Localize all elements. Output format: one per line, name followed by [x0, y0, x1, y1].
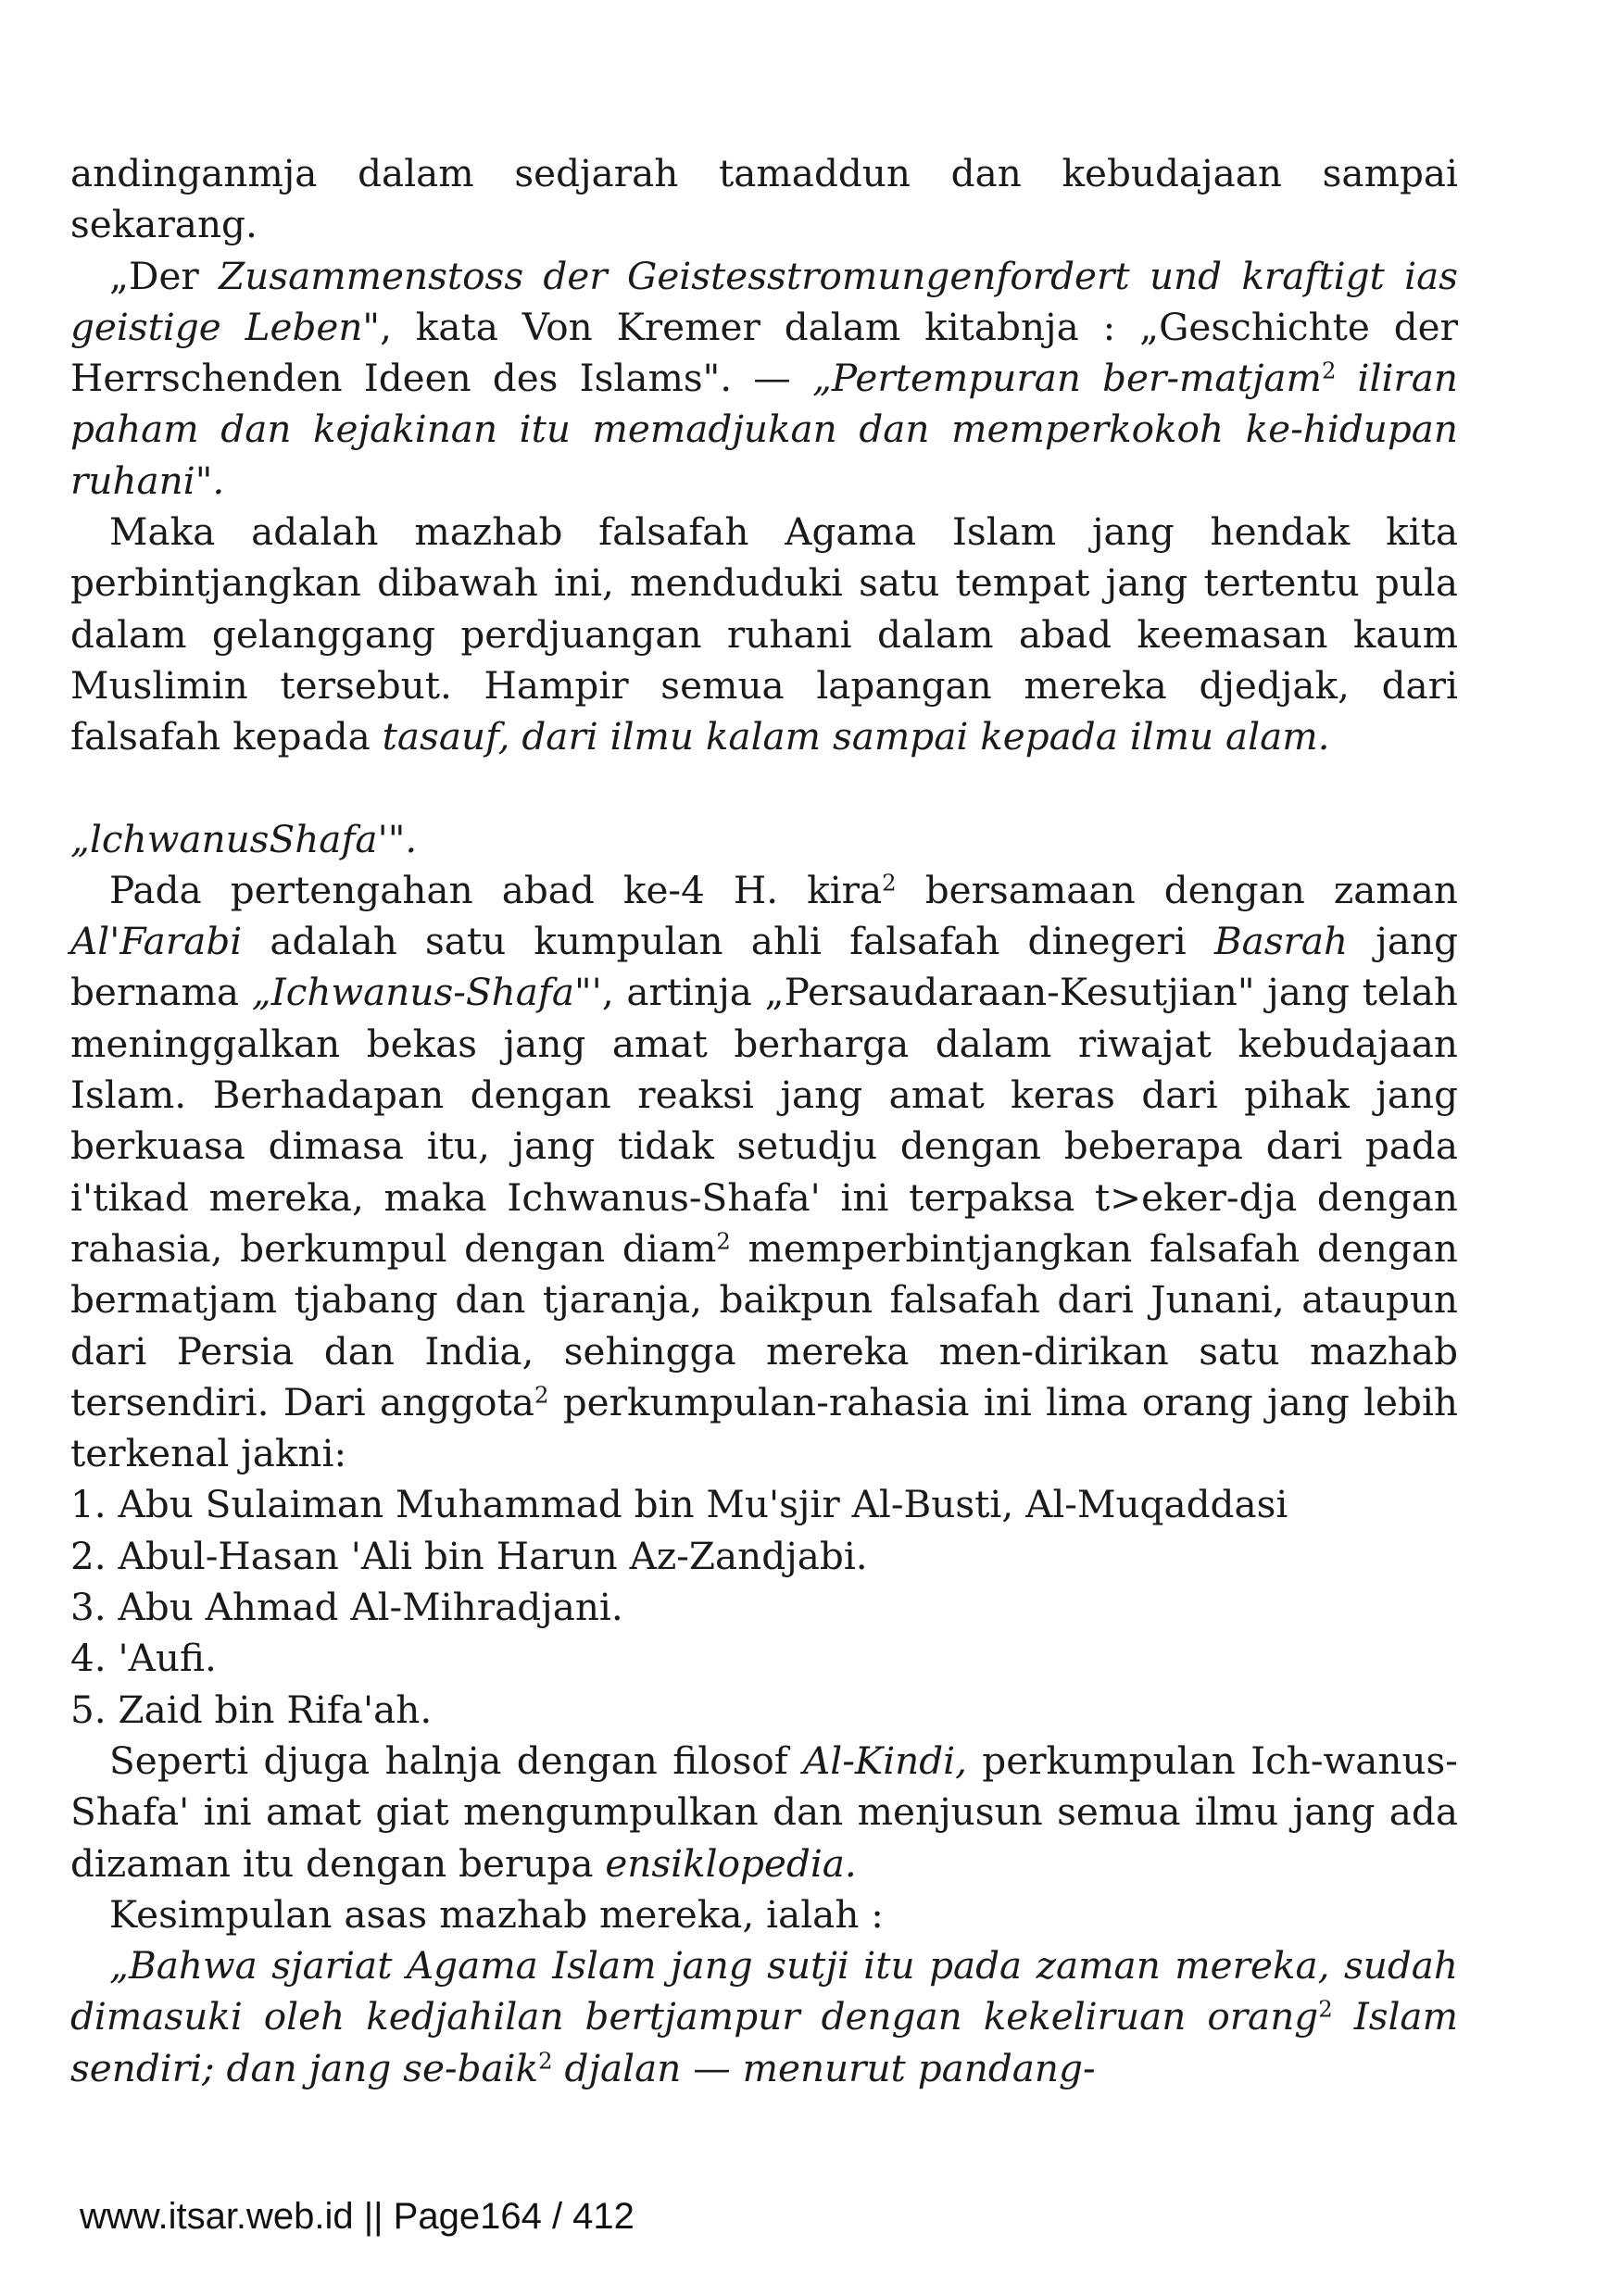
- italic-text-run: Zusammenstoss der Geistesstromungenfordert und kraftigt ias geistige Leben": [70, 253, 1458, 349]
- superscript-marker: 2: [716, 1227, 731, 1255]
- paragraph-bahwa-sjariat: [70, 1940, 1458, 2094]
- text-run: memperbintjangkan falsafah dengan bermatjam tjabang dan tjaranja, baikpun falsafah dari Junani, ataupun dari Persia dan India, sehingga mereka men-dirikan satu mazhab tersendiri. Dari anggota: [70, 1225, 1458, 1424]
- section-heading-text: „lchwanusShafa'".: [70, 816, 418, 861]
- text-run: Kesimpulan asas mazhab mereka, ialah :: [109, 1891, 884, 1937]
- italic-text-run: Basrah: [1213, 919, 1349, 964]
- text-run: adalah satu kumpulan ahli falsafah dinegeri: [242, 919, 1214, 964]
- italic-text-run: djalan — menurut pandang-: [552, 2045, 1096, 2090]
- superscript-marker: 2: [1321, 357, 1337, 384]
- text-run: , kata Von Kremer dalam kitabnja : „Geschichte der Herrschenden Ideen des Islams". —: [70, 304, 1458, 401]
- superscript-marker: 2: [882, 869, 897, 897]
- list-item: 5. Zaid bin Rifa'ah.: [70, 1687, 433, 1732]
- paragraph-kesimpulan: [70, 1889, 1458, 1940]
- text-run: „Der: [109, 253, 220, 298]
- list-item: 2. Abul-Hasan 'Ali bin Harun Az-Zandjabi.: [70, 1533, 868, 1578]
- text-run: Seperti djuga halnja dengan filosof: [109, 1738, 804, 1783]
- paragraph-ichwanus-shafa: [70, 865, 1458, 1480]
- italic-text-run: iliran paham dan kejakinan itu memadjukan dan memperkokoh ke-hidupan ruhani".: [70, 356, 1459, 503]
- paragraph-gap: [70, 763, 1458, 814]
- list-item: 3. Abu Ahmad Al-Mihradjani.: [70, 1585, 623, 1630]
- list-item: 4. 'Aufi.: [70, 1636, 217, 1681]
- text-run: Pada pertengahan abad ke-4 H. kira: [109, 867, 883, 912]
- italic-text-run: Islam sendiri; dan jang se-baik: [70, 1994, 1458, 2090]
- paragraph-quote-von-kremer: [70, 251, 1458, 507]
- text-run: jang bernama: [70, 919, 1458, 1015]
- italic-text-run: ensiklopedia.: [605, 1840, 857, 1886]
- text-run: bersamaan dengan zaman: [896, 867, 1459, 912]
- italic-text-run: tasauf, dari ilmu kalam sampai kepada ilmu alam.: [382, 714, 1330, 759]
- text-run: perkumpulan-rahasia ini lima orang jang lebih terkenal jakni:: [70, 1379, 1458, 1476]
- list-item: 1. Abu Sulaiman Muhammad bin Mu'sjir Al-Busti, Al-Muqaddasi: [70, 1482, 1288, 1527]
- italic-text-run: „Ichwanus-Shafa"': [251, 970, 602, 1015]
- italic-text-run: „Pertempuran ber-matjam: [811, 356, 1322, 401]
- paragraph-al-kindi: [70, 1736, 1458, 1889]
- page-body: [70, 148, 1458, 2094]
- section-heading: [70, 814, 1458, 865]
- text-run: perkumpulan Ich-wanus-Shafa' ini amat giat mengumpulkan dan menjusun semua ilmu jang ada dizaman itu dengan berupa: [70, 1738, 1458, 1886]
- italic-text-run: „Bahwa sjariat Agama Islam jang sutji itu pada zaman mereka, sudah dimasuki oleh kedjahilan bertjampur dengan kekeliruan orang: [70, 1943, 1458, 2039]
- paragraph-1: [70, 148, 1458, 251]
- italic-text-run: Al-Kindi,: [803, 1738, 967, 1783]
- page-footer: www.itsar.web.id || Page164 / 412: [80, 2196, 635, 2237]
- superscript-marker: 2: [538, 2047, 553, 2075]
- italic-text-run: Al'Farabi: [70, 919, 243, 964]
- superscript-marker: 2: [1318, 1996, 1333, 2024]
- text-run: Maka adalah mazhab falsafah Agama Islam jang hendak kita perbintjangkan dibawah ini, menduduki satu tempat jang tertentu pula dalam gelanggang perdjuangan ruhani dalam abad keemasan kaum Muslimin tersebut. Hampir semua lapangan mereka djedjak, dari falsafah kepada: [70, 509, 1458, 759]
- paragraph-mazhab-falsafah: [70, 507, 1458, 762]
- text-run: , artinja „Persaudaraan-Kesutjian" jang telah meninggalkan bekas jang amat berharga dalam riwajat kebudajaan Islam. Berhadapan dengan reaksi jang amat keras dari pihak jang berkuasa dimasa itu, jang tidak setudju dengan beberapa dari pada i'tikad mereka, maka Ichwanus-Shafa' ini terpaksa t>eker-dja dengan rahasia, berkumpul dengan diam: [70, 970, 1459, 1271]
- paragraph-1-text: andinganmja dalam sedjarah tamaddun dan kebudajaan sampai sekarang.: [70, 151, 1458, 247]
- superscript-marker: 2: [534, 1381, 549, 1409]
